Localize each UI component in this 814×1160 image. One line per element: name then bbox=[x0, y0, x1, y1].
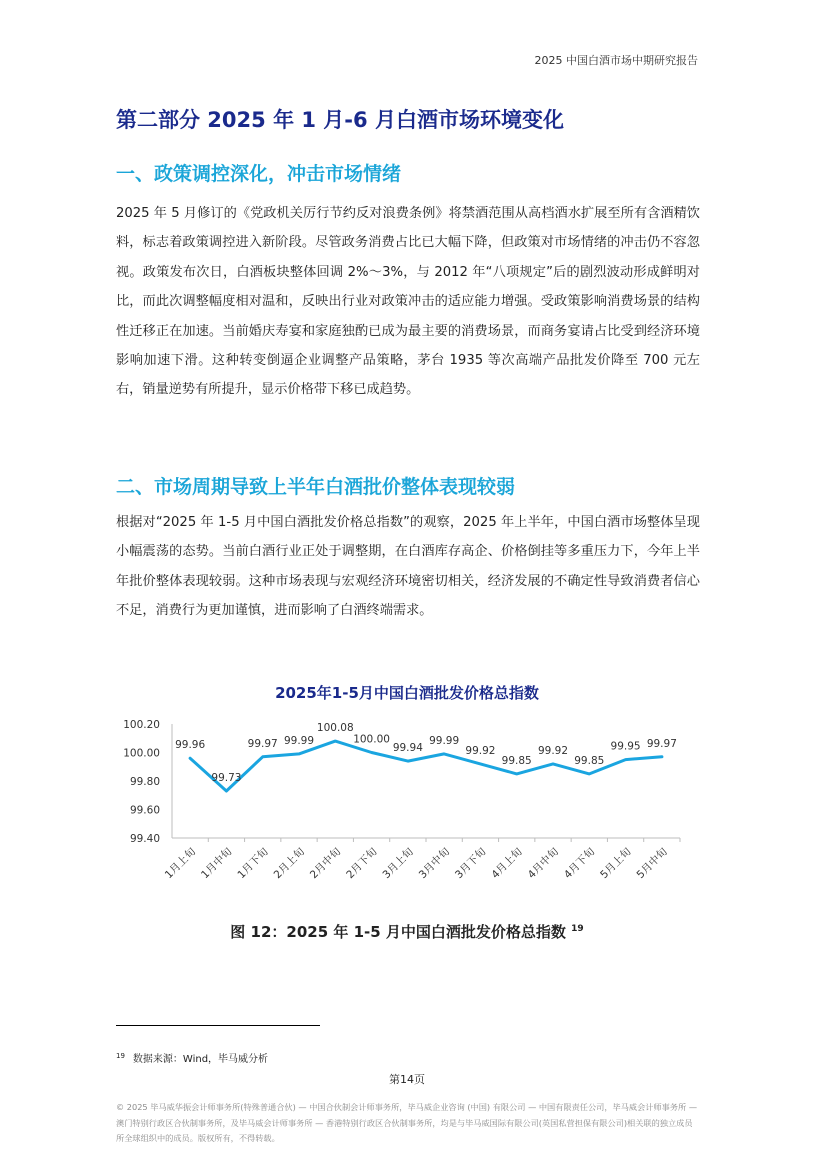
x-tick-label: 2月上旬 bbox=[271, 845, 308, 882]
footnote-marker: 19 bbox=[116, 1051, 125, 1060]
data-label: 99.99 bbox=[283, 734, 315, 747]
data-label: 99.73 bbox=[211, 771, 242, 784]
x-tick-label: 2月下旬 bbox=[344, 845, 380, 882]
data-label: 99.85 bbox=[574, 754, 605, 767]
y-tick-label: 100.20 bbox=[123, 719, 160, 731]
y-tick-label: 99.80 bbox=[129, 776, 160, 788]
x-tick-label: 4月中旬 bbox=[525, 845, 562, 882]
data-label: 100.00 bbox=[353, 733, 390, 746]
data-label: 99.99 bbox=[429, 734, 460, 747]
figure-caption-text: 图 12：2025 年 1-5 月中国白酒批发价格总指数 bbox=[230, 923, 566, 941]
x-tick-label: 4月上旬 bbox=[489, 845, 525, 882]
x-tick-label: 5月中旬 bbox=[634, 845, 670, 882]
data-label: 100.08 bbox=[316, 722, 354, 735]
footnote-reference: 19 bbox=[571, 924, 584, 934]
y-tick-label: 99.60 bbox=[129, 804, 160, 817]
x-tick-label: 4月下旬 bbox=[561, 845, 598, 882]
chart-title: 2025年1-5月中国白酒批发价格总指数 bbox=[275, 684, 539, 702]
page-number: 第14页 bbox=[389, 1073, 425, 1086]
x-tick-label: 1月下旬 bbox=[235, 845, 271, 882]
data-label: 99.85 bbox=[501, 754, 532, 767]
part-title: 第二部分 2025 年 1 月-6 月白酒市场环境变化 bbox=[116, 108, 564, 132]
x-tick-label: 3月下旬 bbox=[453, 845, 489, 882]
price-index-line-chart bbox=[0, 700, 814, 910]
footnote bbox=[116, 1050, 268, 1065]
x-tick-label: 1月上旬 bbox=[162, 845, 199, 882]
section-heading-policy: 一、政策调控深化，冲击市场情绪 bbox=[116, 163, 402, 185]
data-label: 99.96 bbox=[175, 739, 206, 752]
figure-caption bbox=[0, 921, 814, 942]
footnote-divider bbox=[116, 1025, 320, 1026]
x-tick-label: 2月中旬 bbox=[307, 845, 344, 882]
legal-notice: © 2025 毕马威华振会计师事务所(特殊普通合伙) — 中国合伙制会计师事务所，毕马威企业咨询 (中国) 有限公司 — 中国有限责任公司，毕马威会计师事务所 — 澳门特别行政区合伙制事务所，及毕马威会计师事务所 — 香港特别行政区合伙制事务所，均是与毕马威国际有限公司(英国私营担保有限公司)相关联的独立成员所全球组织中的成员。版权所有，不得转载。 bbox=[116, 1102, 698, 1143]
x-tick-label: 3月中旬 bbox=[416, 845, 453, 882]
section-heading-market-cycle: 二、市场周期导致上半年白酒批价整体表现较弱 bbox=[116, 476, 516, 498]
data-label: 99.92 bbox=[537, 744, 569, 757]
data-label: 99.97 bbox=[247, 737, 278, 750]
data-label: 99.97 bbox=[646, 737, 677, 750]
body-paragraph-policy: 2025 年 5 月修订的《党政机关厉行节约反对浪费条例》将禁酒范围从高档酒水扩展至所有含酒精饮料，标志着政策调控进入新阶段。尽管政务消费占比已大幅下降，但政策对市场情绪的冲击仍不容忽视。政策发布次日，白酒板块整体回调 2%～3%，与 2012 年“八项规定”后的剧烈波动形成鲜明对比，而此次调整幅度相对温和，反映出行业对政策冲击的适应能力增强。受政策影响消费场景的结构性迁移正在加速。当前婚庆寿宴和家庭独酌已成为最主要的消费场景，而商务宴请占比受到经济环境影响加速下滑。这种转变倒逼企业调整产品策略，茅台 1935 等次高端产品批发价降至 700 元左右，销量逆势有所提升，显示价格带下移已成趋势。 bbox=[116, 206, 700, 398]
y-tick-label: 99.40 bbox=[129, 833, 160, 845]
x-tick-label: 1月中旬 bbox=[199, 845, 235, 882]
x-tick-label: 5月上旬 bbox=[598, 845, 634, 882]
data-label: 99.92 bbox=[465, 744, 496, 757]
running-header: 2025 中国白酒市场中期研究报告 bbox=[534, 54, 698, 67]
data-label: 99.95 bbox=[610, 740, 641, 753]
body-paragraph-market-cycle: 根据对“2025 年 1-5 月中国白酒批发价格总指数”的观察，2025 年上半年，中国白酒市场整体呈现小幅震荡的态势。当前白酒行业正处于调整期，在白酒库存高企、价格倒挂等多重压力下，今年上半年批价整体表现较弱。这种市场表现与宏观经济环境密切相关，经济发展的不确定性导致消费者信心不足，消费行为更加谨慎，进而影响了白酒终端需求。 bbox=[116, 515, 700, 619]
y-tick-label: 100.00 bbox=[123, 747, 160, 760]
footnote-text: 数据来源：Wind，毕马威分析 bbox=[132, 1054, 269, 1065]
data-label: 99.94 bbox=[392, 742, 423, 755]
x-tick-label: 3月上旬 bbox=[380, 845, 416, 882]
